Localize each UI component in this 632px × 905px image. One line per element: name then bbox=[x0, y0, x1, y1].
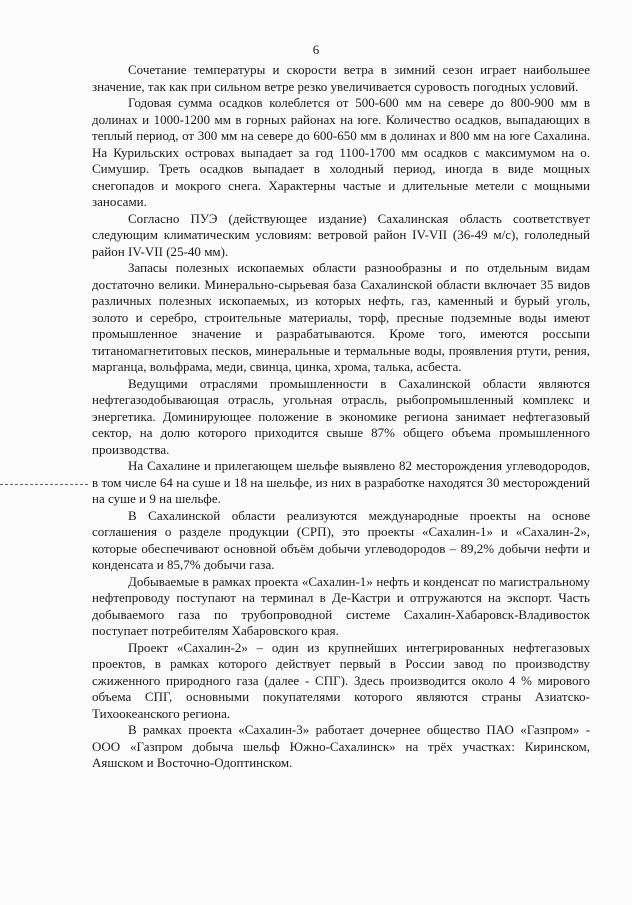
paragraph-sakhalin-1: Добываемые в рамках проекта «Сахалин-1» нефть и конденсат по магистральному нефтепроводу поступают на терминал в Де-Кастри и отгружаются на экспорт. Часть добываемого газа по трубопроводной системе Сахалин-Хабаровск-Владивосток поступает потребителям Хабаровского края. bbox=[92, 573, 590, 638]
page-number: 6 bbox=[312, 42, 320, 57]
paragraph-psa-projects: В Сахалинской области реализуются международные проекты на основе соглашения о разделе продукции (СРП), это проекты «Сахалин-1» и «Сахалин-2», которые обеспечивают основной объём добычи углеводородов – 89,2% добычи нефти и конденсата и 85,7% добычи газа. bbox=[92, 507, 590, 572]
paragraph-industry: Ведущими отраслями промышленности в Сахалинской области являются нефтегазодобывающая отрасль, угольная отрасль, рыбопромышленный комплекс и энергетика. Доминирующее положение в экономике региона занимает нефтегазовый сектор, на долю которого приходится свыше 87% общего объема промышленного производства. bbox=[92, 375, 590, 457]
scan-artifact-line bbox=[0, 484, 88, 486]
paragraph-sakhalin-2: Проект «Сахалин-2» – один из крупнейших интегрированных нефтегазовых проектов, в рамках которого действует первый в России завод по производству сжиженного природного газа (далее - СПГ). Здесь производится около 4 % мирового объема СПГ, основными покупателями которого являются страны Азиатско-Тихоокеанского региона. bbox=[92, 639, 590, 721]
paragraph-sakhalin-3: В рамках проекта «Сахалин-3» работает дочернее общество ПАО «Газпром» - ООО «Газпром добыча шельф Южно-Сахалинск» на трёх участках: Киринском, Аяшском и Восточно-Одоптинском. bbox=[92, 722, 590, 770]
paragraph-climate-zones: Согласно ПУЭ (действующее издание) Сахалинская область соответствует следующим климатическим условиям: ветровой район IV-VII (36-49 м/с), гололедный район IV-VII (25-40 мм). bbox=[92, 210, 590, 259]
paragraph-hydrocarbon-fields: На Сахалине и прилегающем шельфе выявлено 82 месторождения углеводородов, в том числе 64 на суше и 18 на шельфе, из них в разработке находятся 30 месторождений на суше и 9 на шельфе. bbox=[92, 458, 590, 506]
paragraph-precipitation: Годовая сумма осадков колеблется от 500-600 мм на севере до 800-900 мм в долинах и 1000-1200 мм в горных районах на юге. Количество осадков, выпадающих в теплый период, от 300 мм на севере до 600-650 мм в долинах и 800 мм на юге Сахалина. На Курильских островах выпадает за год 1100-1700 мм осадков с максимумом на о. Симушир. Треть осадков выпадает в холодный период, иногда в виде мощных снегопадов и мокрого снега. Характерны частые и длительные метели с мощными заносами. bbox=[92, 95, 590, 209]
paragraph-mineral-resources: Запасы полезных ископаемых области разнообразны и по отдельным видам достаточно велики. Минерально-сырьевая база Сахалинской области включает 35 видов различных полезных ископаемых, из которых нефть, газ, каменный и бурый уголь, золото и серебро, строительные материалы, торф, пресные подземные воды имеют промышленное значение и разрабатываются. Кроме того, имеются россыпи титаномагнетитовых песков, минеральные и термальные воды, проявления ртути, рения, марганца, вольфрама, меди, свинца, цинка, хрома, талька, асбеста. bbox=[92, 260, 590, 374]
paragraph-winter-wind: Сочетание температуры и скорости ветра в зимний сезон играет наибольшее значение, так как при сильном ветре резко увеличивается суровость погодных условий. bbox=[92, 62, 590, 94]
document-body bbox=[92, 62, 590, 772]
